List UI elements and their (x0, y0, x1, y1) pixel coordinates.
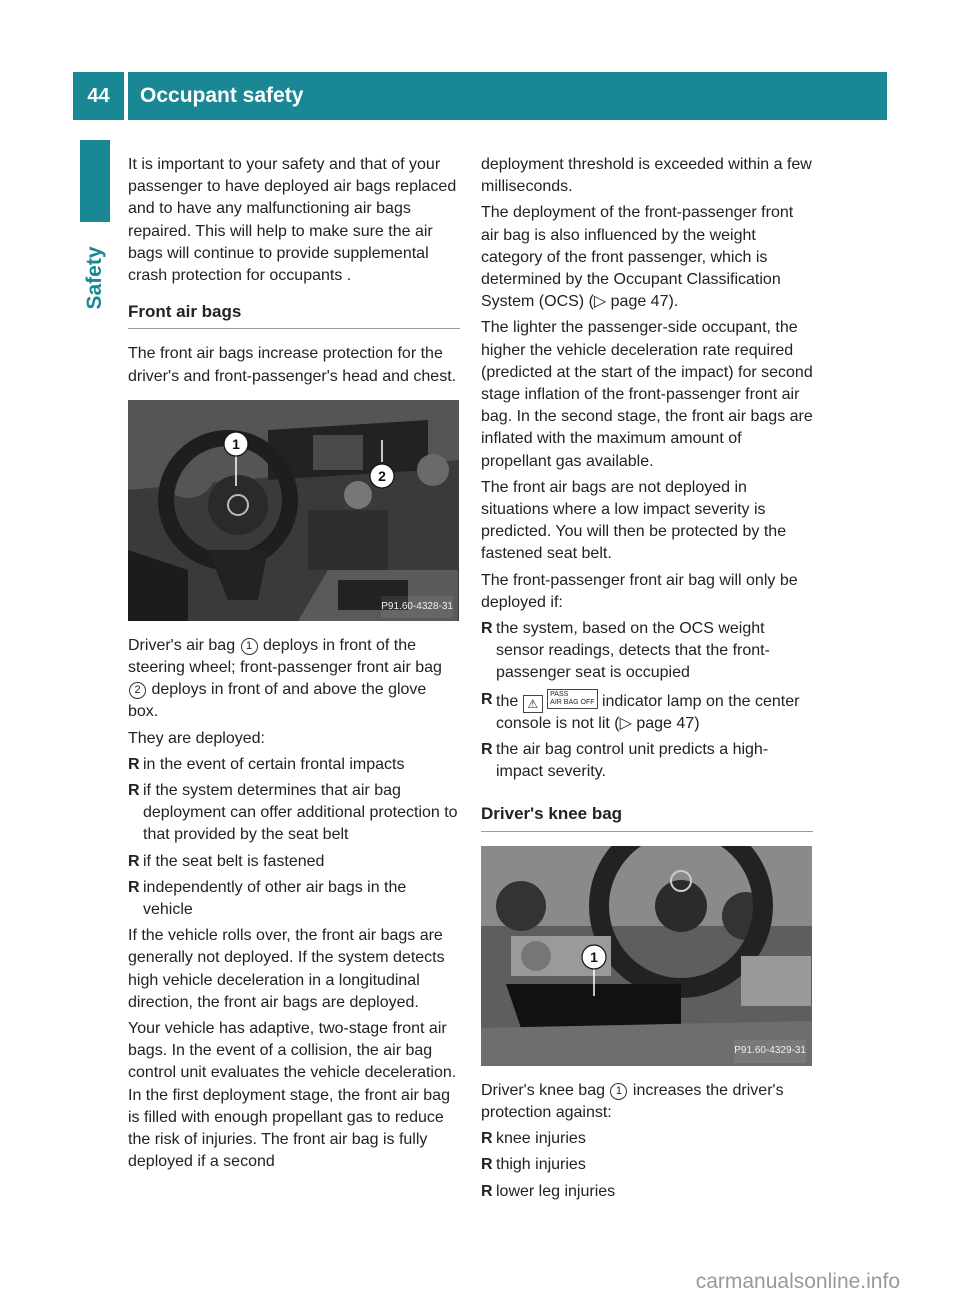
pass-airbag-off-indicator (547, 689, 597, 709)
bullet-marker: R (481, 741, 493, 759)
knee-caption-part-a: Driver's knee bag (481, 1081, 605, 1099)
list-item (481, 1154, 813, 1176)
weight-category-paragraph: The deployment of the front-passenger front air bag is also influenced by the weight category of the front passenger, which is determined by the Occupant Classification System (OCS) (▷ page 47). (481, 204, 794, 311)
lighter-occupant-paragraph: The lighter the passenger-side occupant, the higher the vehicle deceleration rate required (predicted at the start of the impact) for second stage inflation of the front-passenger front air bag. In the second stage, the front air bags are inflated with the maximum amount of propellant gas available. (481, 319, 813, 470)
deployed-if-paragraph: The front-passenger front air bag will only be deployed if: (481, 571, 798, 611)
caption-part-b: deploys in front of the steering wheel; front-passenger front air bag (128, 636, 442, 677)
knee-bag-photo (481, 846, 812, 1066)
knee-caption-part-b: increases the driver's protection against: (481, 1081, 784, 1121)
bullet-marker: R (128, 852, 140, 870)
bullet-marker: R (128, 878, 140, 896)
list-item-text (496, 689, 813, 735)
heading-front-air-bags: Front air bags (128, 301, 460, 329)
intro-paragraph: It is important to your safety and that of your passenger to have deployed air bags replaced and to have any malfunctioning air bags repaired. This will help to make sure the air bags will continue to provide supplemental crash protection for occupants . (128, 156, 457, 285)
bullet-marker: R (481, 620, 493, 638)
knee-callout-1-label: 1 (590, 948, 598, 965)
page-title-text: Occupant safety (140, 84, 304, 107)
indicator-pass: PASS (550, 690, 569, 698)
list-item (481, 618, 813, 685)
list-item-text: the system, based on the OCS weight sensor readings, detects that the front-passenger seat is occupied (496, 620, 770, 682)
knee-bag-illustration (481, 846, 812, 1066)
list-item-text: independently of other air bags in the vehicle (143, 878, 407, 919)
list-item (128, 754, 460, 776)
not-deployed-paragraph: The front air bags are not deployed in situations where a low impact severity is predicted. You will then be protected by the fastened seat belt. (481, 478, 787, 563)
bullet-indicator-text: indicator lamp on the center console is not lit (▷ page 47) (496, 692, 800, 732)
bullet-marker: R (481, 1156, 493, 1174)
deployed-intro: They are deployed: (128, 729, 265, 747)
knee-callout-ref-1: 1 (610, 1083, 627, 1100)
list-item-text: if the system determines that air bag deployment can offer additional protection to that provided by the seat belt (143, 782, 458, 844)
list-item (481, 1181, 813, 1203)
figure-code: P91.60-4329-31 (734, 1040, 806, 1062)
column-left (128, 154, 460, 1178)
list-item-text: thigh injuries (496, 1156, 586, 1174)
list-item-text: if the seat belt is fastened (143, 852, 325, 870)
list-item (481, 739, 813, 783)
indicator-off: OFF (580, 698, 595, 706)
section-label-text: Safety (83, 246, 106, 310)
front-air-bags-paragraph: The front air bags increase protection for the driver's and front-passenger's head and chest. (128, 345, 457, 385)
figure-code: P91.60-4328-31 (381, 596, 453, 618)
airbag-off-icon: ⚠ (523, 695, 543, 713)
list-item (128, 877, 460, 921)
callout-2-label: 2 (378, 467, 386, 484)
figure-caption (128, 635, 460, 724)
callout-ref-1: 1 (241, 638, 258, 655)
dashboard-illustration (128, 400, 459, 621)
caption-part-a: Driver's air bag (128, 636, 236, 654)
bullet-marker: R (481, 1182, 493, 1200)
section-tab-label (77, 238, 113, 318)
threshold-paragraph: deployment threshold is exceeded within a few milliseconds. (481, 156, 812, 196)
callout-ref-2: 2 (129, 682, 146, 699)
indicator-airbag: AIR BAG (550, 698, 579, 706)
column-right (481, 154, 813, 1207)
rollover-paragraph: If the vehicle rolls over, the front air bags are generally not deployed. If the system detects high vehicle deceleration in a longitudinal direction, the front air bags are deployed. (128, 927, 445, 1011)
list-item-text: knee injuries (496, 1130, 586, 1148)
section-tab-marker (80, 140, 110, 222)
list-item-text: lower leg injuries (496, 1182, 616, 1200)
bullet-marker: R (481, 1130, 493, 1148)
callout-1-label: 1 (232, 435, 240, 452)
bullet-marker: R (481, 690, 493, 708)
list-item (481, 1128, 813, 1150)
bullet-marker: R (128, 782, 140, 800)
two-stage-paragraph: Your vehicle has adaptive, two-stage front air bags. In the event of a collision, the air bag control unit evaluates the vehicle deceleration. In the first deployment stage, the front air bag is filled with enough propellant gas to reduce the risk of injuries. The front air bag is fully deployed if a second (128, 1020, 457, 1171)
site-watermark: carmanualsonline.info (695, 1270, 900, 1293)
list-item (128, 780, 460, 847)
list-item-text: in the event of certain frontal impacts (143, 755, 405, 773)
dashboard-photo (128, 400, 459, 621)
list-item-text: the air bag control unit predicts a high-impact severity. (496, 741, 769, 781)
bullet-marker: R (128, 755, 140, 773)
bullet-the: the (496, 692, 519, 710)
page-title (128, 72, 887, 120)
heading-knee-bag: Driver's knee bag (481, 803, 813, 831)
list-item (481, 689, 813, 735)
knee-caption (481, 1080, 813, 1124)
page-number: 44 (73, 72, 124, 120)
list-item (128, 851, 460, 873)
caption-part-c: deploys in front of and above the glove box. (128, 681, 427, 721)
